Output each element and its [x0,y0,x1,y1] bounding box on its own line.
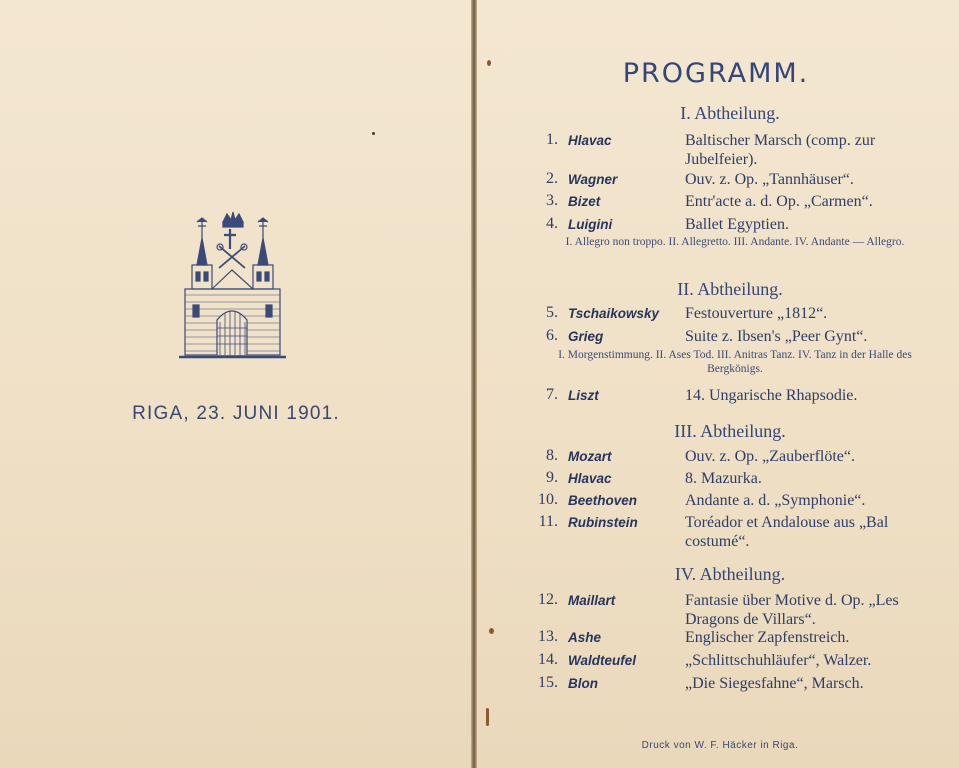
item-composer: Mozart [568,449,612,464]
item-composer: Wagner [568,172,618,187]
paper-stain [489,628,494,634]
item-composer: Hlavac [568,133,612,148]
item-number: 5. [546,304,558,321]
item-composer: Luigini [568,217,613,232]
item-number: 2. [546,170,558,187]
cover-page [0,0,472,768]
program-item [520,651,920,675]
program-item [520,131,920,168]
item-composer: Tschaikowsky [568,306,660,321]
item-number: 3. [546,192,558,209]
item-work: Ouv. z. Op. „Zauberflöte“. [685,448,855,465]
item-composer: Liszt [568,388,599,403]
item-number: 9. [546,469,558,486]
item-number: 11. [538,513,558,530]
event-date: RIGA, 23. JUNI 1901. [132,403,340,424]
paper-stain [486,708,489,726]
printer-imprint: Druck von W. F. Häcker in Riga. [641,740,799,751]
item-work: „Schlittschuhläufer“, Walzer. [685,652,872,669]
program-item [520,192,920,216]
program-item [520,491,920,515]
item-work: „Die Siegesfahne“, Marsch. [685,675,864,692]
movement-note: I. Morgenstimmung. II. Ases Tod. III. Anitras Tanz. IV. Tanz in der Halle des Bergkönigs. [558,349,912,375]
item-number: 10. [538,491,558,508]
item-number: 15. [538,674,558,691]
page-fold [471,0,477,768]
program-item [520,447,920,471]
item-number: 13. [538,628,558,645]
item-work: Fantasie über Motive d. Op. „Les Dragons de Villars“. [685,592,899,628]
paper-stain [487,60,491,66]
item-number: 4. [546,215,558,232]
item-number: 8. [546,447,558,464]
item-work: Festouverture „1812“. [685,305,828,322]
program-item [520,513,920,550]
item-composer: Blon [568,676,598,691]
program-item [520,628,920,652]
section-heading-2: II. Abtheilung. [677,279,783,299]
program-item [520,591,920,628]
section-heading-3: III. Abtheilung. [674,421,786,441]
program-item [520,304,920,328]
section-heading-4: IV. Abtheilung. [674,564,786,584]
item-work: Entr'acte a. d. Op. „Carmen“. [685,193,873,210]
item-number: 12. [538,591,558,608]
item-work: Suite z. Ibsen's „Peer Gynt“. [685,328,868,345]
item-work: Andante a. d. „Symphonie“. [685,492,866,509]
paper-speck [372,132,375,135]
item-composer: Beethoven [568,493,638,508]
program-item [520,469,920,493]
item-work: 8. Mazurka. [685,470,762,487]
item-work: Baltischer Marsch (comp. zur Jubelfeier). [685,132,876,168]
item-composer: Rubinstein [568,515,638,530]
program-title: PROGRAMM. [622,58,810,89]
item-composer: Hlavac [568,471,612,486]
program-item [520,170,920,194]
item-work: Englischer Zapfenstreich. [685,629,850,646]
item-work: Toréador et Andalouse aus „Bal costumé“. [685,514,889,550]
section-heading-1: I. Abtheilung. [680,103,780,123]
item-work: Ouv. z. Op. „Tannhäuser“. [685,171,854,188]
item-composer: Bizet [568,194,601,209]
item-composer: Grieg [568,329,604,344]
riga-coat-of-arms-icon [175,210,290,362]
item-composer: Ashe [568,630,602,645]
item-number: 1. [546,131,558,148]
program-item [520,674,920,698]
item-work: Ballet Egyptien. [685,216,789,233]
item-number: 14. [538,651,558,668]
movement-note: I. Allegro non troppo. II. Allegretto. III. Andante. IV. Andante — Allegro. [565,236,905,248]
item-composer: Maillart [568,593,616,608]
program-item [520,386,920,410]
item-number: 6. [546,327,558,344]
item-work: 14. Ungarische Rhapsodie. [685,387,858,404]
item-composer: Waldteufel [568,653,637,668]
item-number: 7. [546,386,558,403]
